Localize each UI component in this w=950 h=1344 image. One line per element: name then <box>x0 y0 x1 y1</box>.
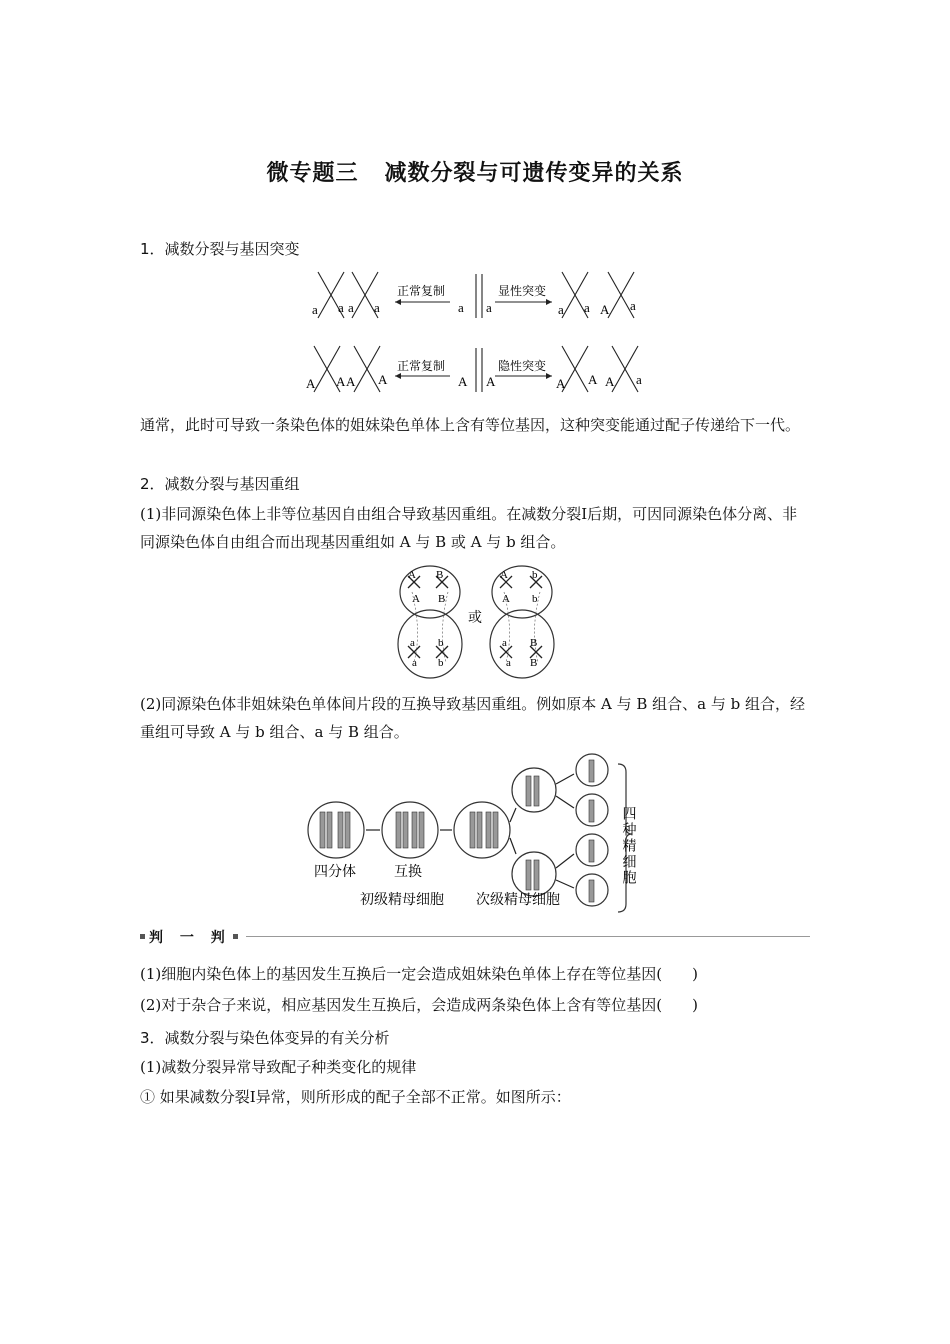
gene-label: A <box>458 374 468 389</box>
row2-right-label: 隐性突变 <box>498 359 547 373</box>
secondary-spermatocyte-label: 次级精母细胞 <box>476 893 560 908</box>
gene-label: A <box>500 569 508 581</box>
paren-close: ) <box>692 965 698 983</box>
gene-label: A <box>336 374 346 389</box>
row1-left-label: 正常复制 <box>397 284 446 298</box>
crossover-label: 互换 <box>394 865 422 880</box>
gene-b: b <box>438 637 444 649</box>
section-3-paragraph-1: (1)减数分裂异常导致配子种类变化的规律 <box>140 1058 417 1076</box>
section-1-paragraph: 通常，此时可导致一条染色体的姐妹染色单体上含有等位基因，这种突变能通过配子传递给下一代。 <box>140 416 801 434</box>
section-3-heading: 3．减数分裂与染色体变异的有关分析 <box>140 1029 390 1047</box>
section-2-heading: 2．减数分裂与基因重组 <box>140 475 300 493</box>
gene-label: a <box>348 300 354 315</box>
gene-label: A <box>502 593 510 605</box>
gene-label: A <box>486 374 496 389</box>
divider-line <box>240 936 810 937</box>
gene-label: a <box>630 298 636 313</box>
gene-label: A <box>408 569 416 581</box>
primary-spermatocyte-label: 初级精母细胞 <box>360 893 444 908</box>
gene-label: A <box>605 374 615 389</box>
judge-divider <box>140 927 810 947</box>
gene-label: A <box>306 376 316 391</box>
or-label: 或 <box>468 611 482 626</box>
gene-label: a <box>584 300 590 315</box>
gene-label: a <box>338 300 344 315</box>
judge-label: 判 一 判 <box>149 930 231 946</box>
gene-label: a <box>502 637 507 649</box>
gene-B: B <box>530 637 538 649</box>
crossover-figure <box>300 752 660 914</box>
gene-b: b <box>532 593 538 605</box>
gene-label: a <box>410 637 415 649</box>
gene-label: a <box>312 302 318 317</box>
gene-label: a <box>636 372 642 387</box>
gene-label: A <box>588 372 598 387</box>
gene-label: A <box>378 372 388 387</box>
paren-close: ) <box>692 996 698 1014</box>
gene-mutation-figure <box>300 262 660 398</box>
judge-question-1-text: (1)细胞内染色体上的基因发生互换后一定会造成姐妹染色单体上存在等位基因( <box>140 965 663 983</box>
judge-question-2 <box>140 991 810 1019</box>
judge-label-wrap <box>140 927 246 947</box>
gene-label: A <box>600 302 610 317</box>
row2-left-label: 正常复制 <box>397 359 446 373</box>
tetrad-label: 四分体 <box>314 865 356 880</box>
row1-right-label: 显性突变 <box>498 284 547 298</box>
title-main: 减数分裂与可遗传变异的关系 <box>384 161 684 186</box>
gene-B: B <box>438 593 446 605</box>
gene-label: A <box>412 593 420 605</box>
gene-label: a <box>506 657 511 669</box>
gene-label: a <box>458 300 464 315</box>
title-prefix: 微专题三 <box>266 161 359 186</box>
gene-label: A <box>346 374 356 389</box>
section-2-paragraph-1: (1)非同源染色体上非等位基因自由组合导致基因重组。在减数分裂Ⅰ后期，可因同源染色体分离、非同源染色体自由组合而出现基因重组如 A 与 B 或 A 与 b 组合。 <box>140 505 798 551</box>
four-sperm-cells-label: 四种精细胞 <box>620 806 636 886</box>
gene-label: a <box>374 300 380 315</box>
judge-question-2-text: (2)对于杂合子来说，相应基因发生互换后，会造成两条染色体上含有等位基因( <box>140 996 663 1014</box>
gene-label: a <box>412 657 417 669</box>
gene-label: A <box>556 376 566 391</box>
gene-label: a <box>486 300 492 315</box>
section-3-paragraph-2: ① 如果减数分裂Ⅰ异常，则所形成的配子全部不正常。如图所示： <box>140 1088 571 1106</box>
page-title <box>0 156 950 187</box>
gene-B: B <box>436 569 444 581</box>
independent-assortment-figure <box>392 562 562 680</box>
gene-label: a <box>558 302 564 317</box>
section-1-heading: 1．减数分裂与基因突变 <box>140 240 300 258</box>
gene-B: B <box>530 657 538 669</box>
section-2-paragraph-2: (2)同源染色体非姐妹染色单体间片段的互换导致基因重组。例如原本 A 与 B 组合、a 与 b 组合，经重组可导致 A 与 b 组合、a 与 B 组合。 <box>140 695 806 741</box>
gene-b: b <box>438 657 444 669</box>
judge-question-1 <box>140 960 810 988</box>
gene-b: b <box>532 569 538 581</box>
